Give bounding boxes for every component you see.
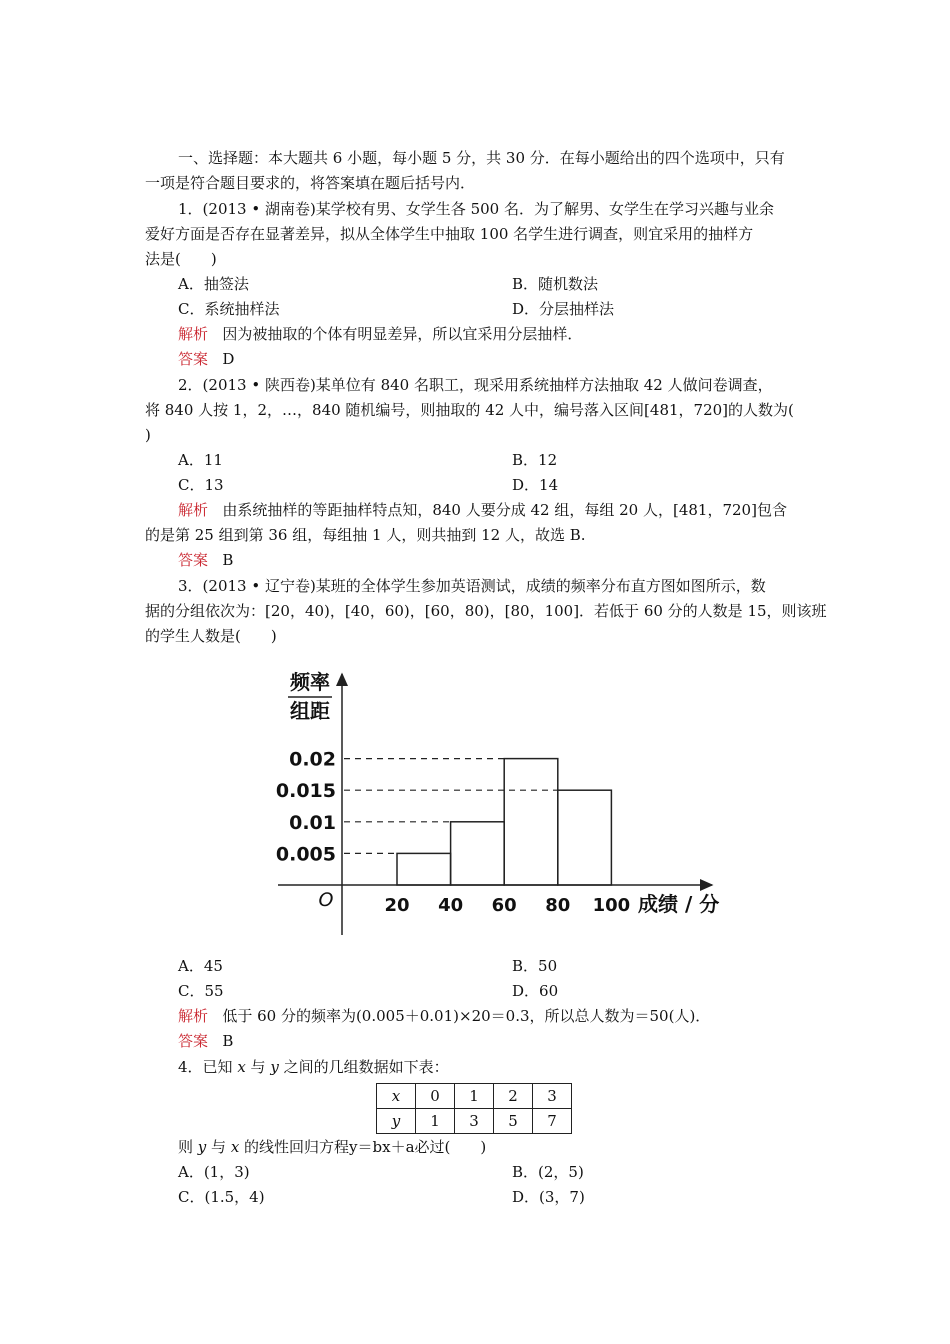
q2-option-a: A．11 <box>178 451 223 469</box>
q1-option-b: B．随机数法 <box>512 275 599 293</box>
table-cell: 1 <box>416 1109 455 1134</box>
q3-analysis-text: 低于 60 分的频率为(0.005＋0.01)×20＝0.3，所以总人数为＝50(人)． <box>222 1007 711 1025</box>
q1-answer-label: 答案 <box>178 350 209 368</box>
q4-var-x-2: x <box>230 1138 240 1156</box>
q4-option-b: B．(2，5) <box>512 1163 584 1181</box>
q3-answer-label: 答案 <box>178 1032 209 1050</box>
q2-analysis-text-2: 的是第 25 组到第 36 组，每组抽 1 人，则共抽到 12 人，故选 B. <box>145 526 586 544</box>
x-axis-label: 成绩 / 分 <box>638 892 720 916</box>
q1-option-a: A．抽签法 <box>178 275 249 293</box>
y-tick-label: 0.01 <box>289 811 336 834</box>
q4-var-y-2: y <box>197 1138 207 1156</box>
x-tick-label: 40 <box>438 895 464 916</box>
q4-stem-part-c: 之间的几组数据如下表： <box>278 1058 449 1076</box>
table-cell: 0 <box>416 1084 455 1109</box>
q2-option-d: D．14 <box>512 476 559 494</box>
q2-answer-text: B <box>222 551 234 569</box>
q2-stem-line-1: 2．(2013 • 陕西卷)某单位有 840 名职工，现采用系统抽样方法抽取 42 人做问卷调查， <box>178 376 773 394</box>
y-tick-label: 0.02 <box>289 748 336 771</box>
histogram-bar <box>558 790 612 885</box>
q3-analysis <box>178 1006 710 1026</box>
x-tick-label: 100 <box>592 895 631 916</box>
table-row <box>377 1084 572 1109</box>
table-cell: 1 <box>455 1084 494 1109</box>
q4-stem-line-2 <box>178 1137 486 1157</box>
q2-answer <box>178 550 233 570</box>
histogram-bar <box>451 822 505 885</box>
q3-stem-line-1: 3．(2013 • 辽宁卷)某班的全体学生参加英语测试，成绩的频率分布直方图如图所示，数 <box>178 577 766 595</box>
q4-stem-part-a: 4．已知 <box>178 1058 238 1076</box>
q3-stem-line-2: 据的分组依次为：[20，40)，[40，60)，[60，80)，[80，100]．若低于 60 分的人数是 15，则该班 <box>145 602 827 620</box>
q1-option-c: C．系统抽样法 <box>178 300 280 318</box>
y-axis-label-numerator: 频率 <box>290 670 330 694</box>
q1-analysis-label: 解析 <box>178 325 209 343</box>
table-cell: 5 <box>494 1109 533 1134</box>
q4-option-d: D．(3，7) <box>512 1188 585 1206</box>
q1-stem-line-2: 爱好方面是否存在显著差异，拟从全体学生中抽取 100 名学生进行调查，则宜采用的抽样方 <box>145 225 754 243</box>
table-cell: 2 <box>494 1084 533 1109</box>
q4-option-a: A．(1，3) <box>178 1163 250 1181</box>
y-tick-label: 0.005 <box>275 843 336 866</box>
q1-option-d: D．分层抽样法 <box>512 300 615 318</box>
q3-answer-text: B <box>222 1032 234 1050</box>
q1-analysis <box>178 324 582 344</box>
table-cell: y <box>377 1109 416 1134</box>
y-axis-label-denominator: 组距 <box>290 699 330 723</box>
q2-stem-line-2: 将 840 人按 1，2，…，840 随机编号，则抽取的 42 人中，编号落入区间[481，720]的人数为( <box>145 401 794 419</box>
q1-answer <box>178 349 234 369</box>
q4-stem-line-1 <box>178 1057 449 1077</box>
histogram-bar <box>397 853 451 885</box>
q3-stem-line-3: 的学生人数是( ) <box>145 627 277 645</box>
x-tick-label: 20 <box>384 895 410 916</box>
q1-stem-line-1: 1．(2013 • 湖南卷)某学校有男、女学生各 500 名．为了解男、女学生在学习兴趣与业余 <box>178 200 774 218</box>
q4-stem2-part-c: 的线性回归方程y＝bx＋a必过( ) <box>239 1138 487 1156</box>
section-heading-line-2: 一项是符合题目要求的，将答案填在题后括号内． <box>145 174 476 192</box>
q2-option-c: C．13 <box>178 476 224 494</box>
x-tick-label: 80 <box>545 895 571 916</box>
q4-stem2-part-b: 与 <box>206 1138 231 1156</box>
q3-analysis-label: 解析 <box>178 1007 209 1025</box>
q2-analysis <box>178 500 787 520</box>
q2-option-b: B．12 <box>512 451 558 469</box>
x-tick-label: 60 <box>491 895 517 916</box>
q1-analysis-text: 因为被抽取的个体有明显差异，所以宜采用分层抽样． <box>222 325 583 343</box>
histogram-bar <box>504 759 558 885</box>
q1-answer-text: D <box>222 350 235 368</box>
table-cell: 3 <box>455 1109 494 1134</box>
q4-var-x: x <box>237 1058 246 1076</box>
origin-label: O <box>318 889 334 911</box>
table-cell: x <box>377 1084 416 1109</box>
q2-answer-label: 答案 <box>178 551 209 569</box>
q4-data-table <box>376 1083 572 1134</box>
q4-option-c: C．(1.5，4) <box>178 1188 265 1206</box>
q3-option-b: B．50 <box>512 957 558 975</box>
table-cell: 7 <box>533 1109 572 1134</box>
q3-option-d: D．60 <box>512 982 559 1000</box>
table-row <box>377 1109 572 1134</box>
q3-option-c: C．55 <box>178 982 224 1000</box>
q3-answer <box>178 1031 233 1051</box>
q3-option-a: A．45 <box>178 957 223 975</box>
frequency-histogram <box>260 660 740 945</box>
q1-stem-line-3: 法是( ) <box>145 250 217 268</box>
y-tick-label: 0.015 <box>275 780 336 803</box>
section-heading-line-1: 一、选择题：本大题共 6 小题，每小题 5 分，共 30 分．在每小题给出的四个选项中，只有 <box>178 149 785 167</box>
q4-stem-part-b: 与 <box>245 1058 271 1076</box>
table-cell: 3 <box>533 1084 572 1109</box>
q4-stem2-part-a: 则 <box>178 1138 198 1156</box>
q2-stem-line-3: ) <box>145 426 151 444</box>
q2-analysis-label: 解析 <box>178 501 209 519</box>
q4-var-y: y <box>270 1058 279 1076</box>
q2-analysis-text-1: 由系统抽样的等距抽样特点知，840 人要分成 42 组，每组 20 人，[481，720]包含 <box>222 501 787 519</box>
